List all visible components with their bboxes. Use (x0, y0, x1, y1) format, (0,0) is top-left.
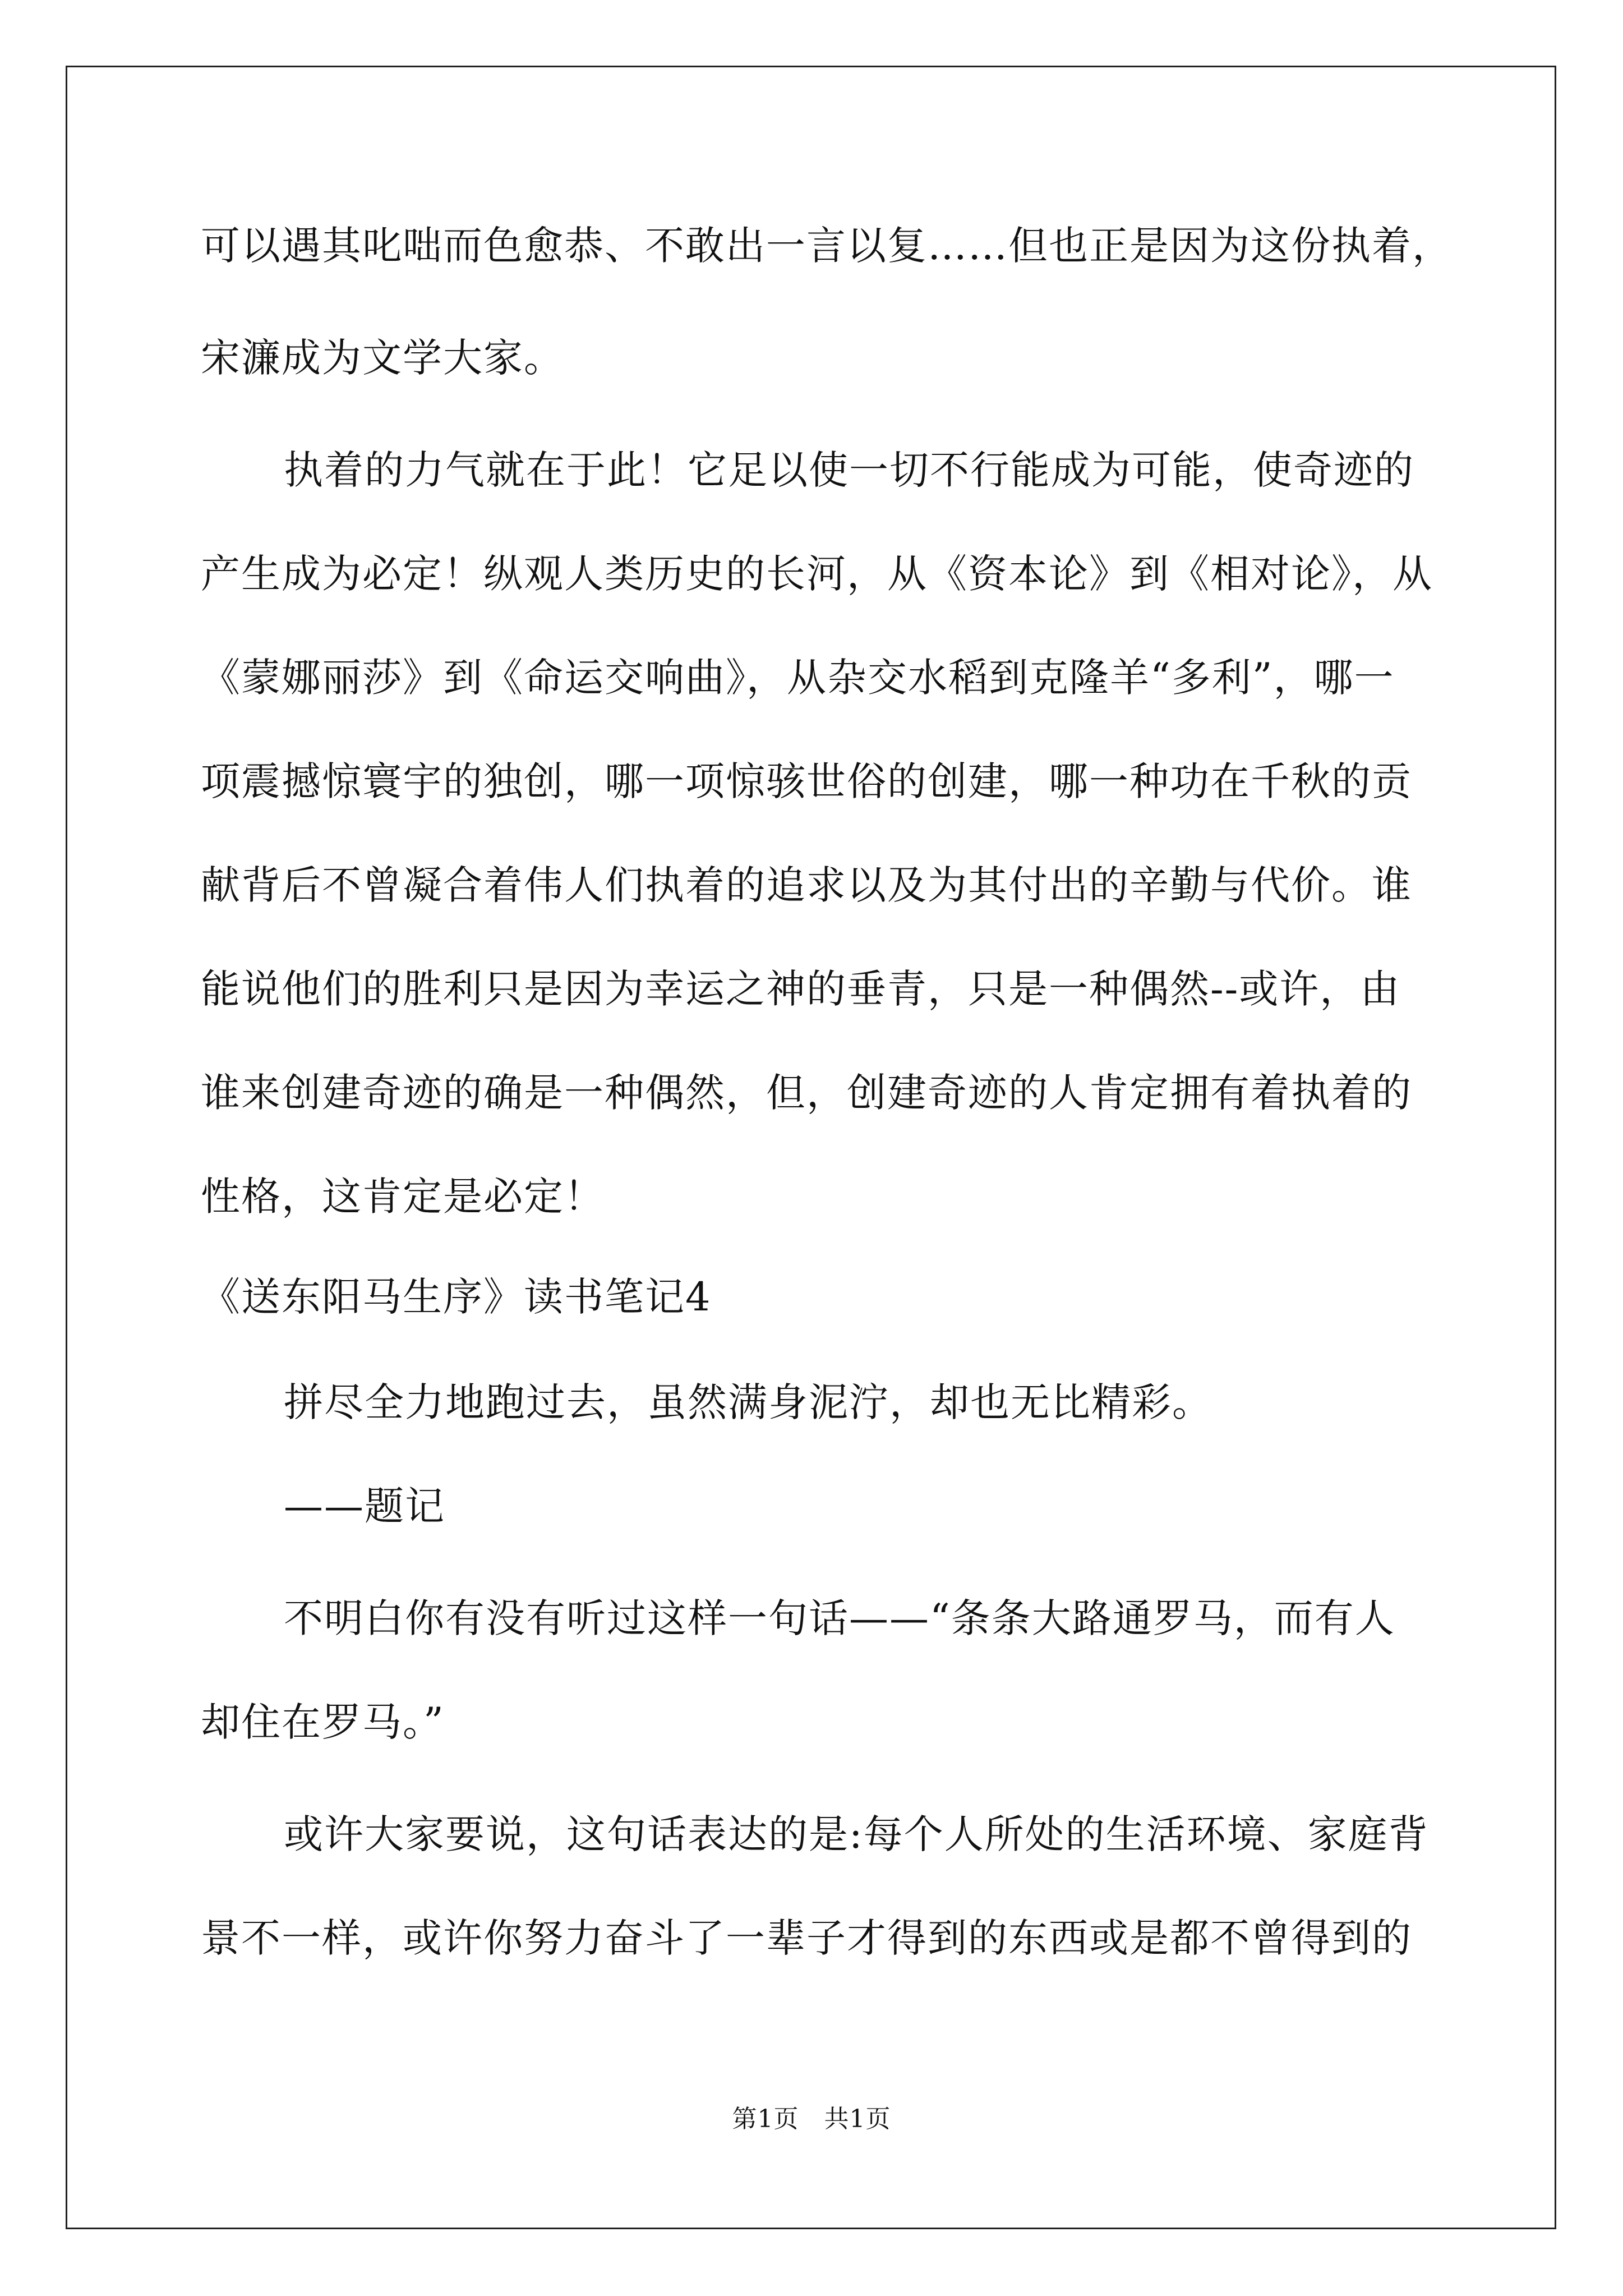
page-border (66, 66, 1556, 2229)
text-line: 能说他们的胜利只是因为幸运之神的垂青，只是一种偶然--或许，由 (201, 966, 1401, 1012)
text-line: 拼尽全力地跑过去，虽然满身泥泞，却也无比精彩。 (284, 1379, 1212, 1425)
text-line: 性格，这肯定是必定！ (201, 1174, 605, 1220)
text-line: 产生成为必定！纵观人类历史的长河，从《资本论》到《相对论》，从 (201, 551, 1433, 597)
text-line: 献背后不曾凝合着伟人们执着的追求以及为其付出的辛勤与代价。谁 (201, 862, 1412, 908)
text-line: 不明白你有没有听过这样一句话——“条条大路通罗马，而有人 (284, 1595, 1395, 1641)
page-number-footer: 第1页 共1页 (732, 2105, 891, 2133)
text-line: 宋濂成为文学大家。 (201, 335, 564, 381)
epigraph-attribution: ——题记 (284, 1483, 445, 1529)
text-line: 却住在罗马。” (201, 1699, 445, 1745)
text-line: 《蒙娜丽莎》到《命运交响曲》，从杂交水稻到克隆羊“多利”，哪一 (201, 655, 1395, 701)
text-line: 谁来创建奇迹的确是一种偶然，但，创建奇迹的人肯定拥有着执着的 (201, 1070, 1412, 1116)
text-line: 执着的力气就在于此！它足以使一切不行能成为可能，使奇迹的 (284, 447, 1414, 493)
text-line: 项震撼惊寰宇的独创，哪一项惊骇世俗的创建，哪一种功在千秋的贡 (201, 758, 1412, 804)
text-line: 可以遇其叱咄而色愈恭、不敢出一言以复……但也正是因为这份执着， (201, 223, 1453, 269)
text-line: 或许大家要说，这句话表达的是:每个人所处的生活环境、家庭背 (284, 1811, 1429, 1857)
section-heading: 《送东阳马生序》读书笔记4 (201, 1274, 712, 1320)
text-line: 景不一样，或许你努力奋斗了一辈子才得到的东西或是都不曾得到的 (201, 1915, 1412, 1961)
